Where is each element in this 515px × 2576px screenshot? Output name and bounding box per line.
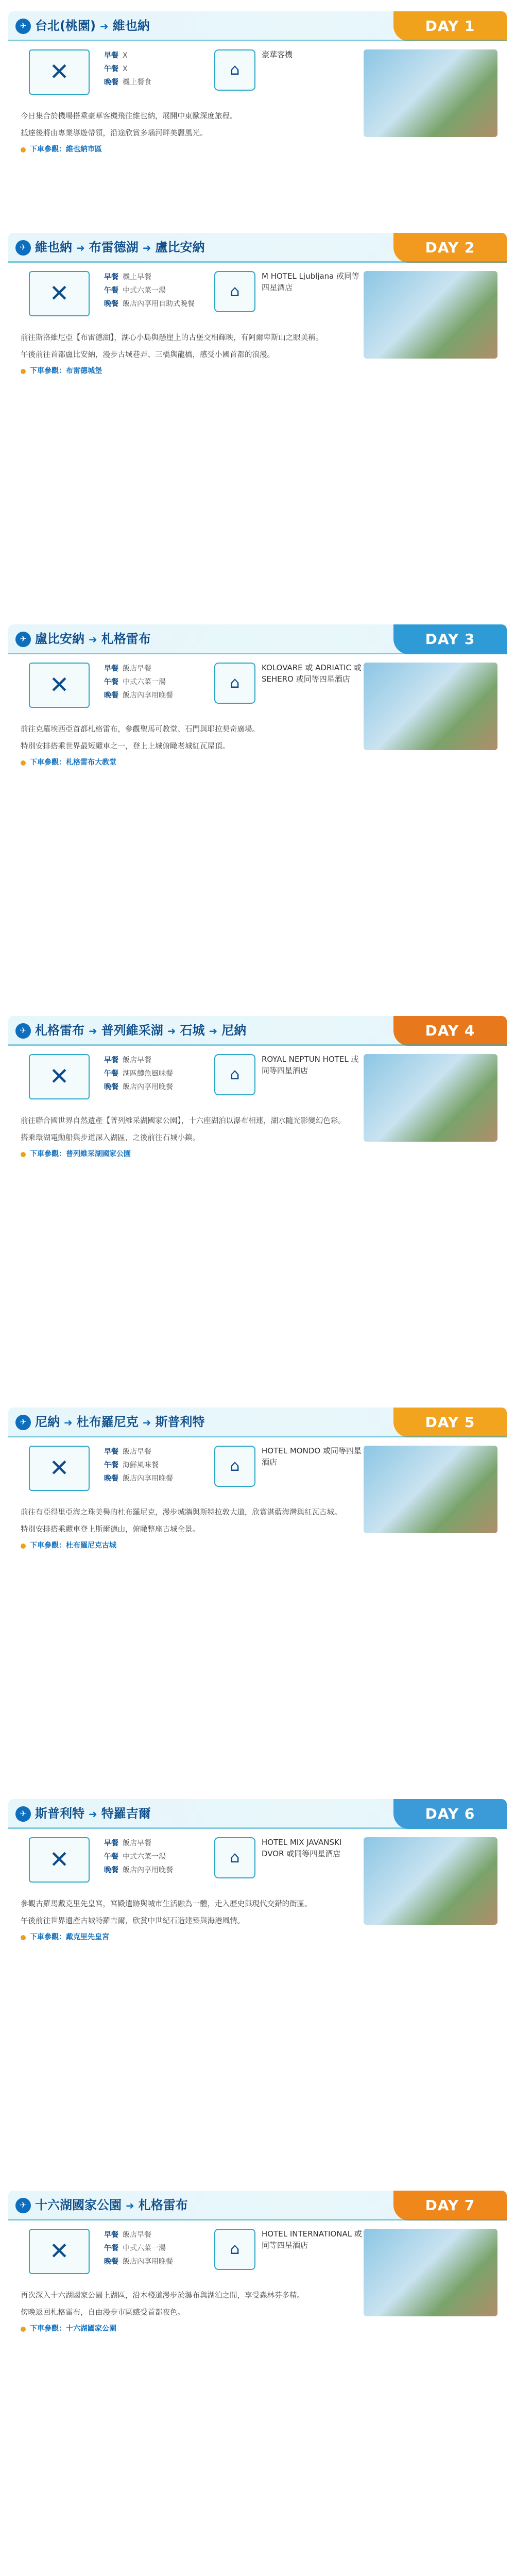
- meal-row: [104, 1054, 173, 1067]
- meal-label: 晚餐: [104, 1475, 118, 1483]
- meal-value: 湖區鱒魚風味餐: [123, 1070, 173, 1078]
- meal-row: [104, 2256, 173, 2269]
- plane-icon: ✈: [15, 632, 31, 647]
- hotel-icon: ⌂: [214, 1446, 255, 1487]
- meal-label: 晚餐: [104, 691, 118, 700]
- meal-row: [104, 298, 195, 311]
- hotel-name: HOTEL MIX JAVANSKI DVOR 或同等四星酒店: [262, 1838, 342, 1858]
- bullet-icon: [21, 1544, 26, 1549]
- cutlery-icon: ✕: [29, 271, 90, 316]
- day-header: [8, 1408, 507, 1437]
- description-paragraph: 參觀古羅馬戴克里先皇宮，宮殿遺跡與城市生活融為一體，走入歷史與現代交錯的街區。: [21, 1900, 312, 1908]
- bullet-icon: [21, 369, 26, 374]
- bullet-icon: [21, 1935, 26, 1940]
- sightseeing-note: [21, 365, 494, 378]
- meals-list: [104, 2229, 173, 2274]
- cutlery-icon: ✕: [29, 1054, 90, 1099]
- day-badge: DAY 7: [393, 2191, 507, 2221]
- plane-icon: ✈: [15, 2198, 31, 2213]
- arrow-right-icon: ➜: [167, 1024, 176, 1037]
- meal-row: [104, 1837, 173, 1851]
- meal-value: 飯店早餐: [123, 1056, 151, 1065]
- meals-block: [29, 2229, 173, 2274]
- meal-row: [104, 1472, 173, 1486]
- day-header: [8, 1016, 507, 1046]
- meal-label: 早餐: [104, 1056, 118, 1065]
- day-description: [21, 110, 494, 156]
- arrow-right-icon: ➜: [89, 1024, 97, 1037]
- day-badge: DAY 1: [393, 11, 507, 41]
- arrow-right-icon: ➜: [76, 241, 85, 254]
- day-section: [8, 2191, 507, 2572]
- meal-label: 午餐: [104, 65, 118, 74]
- arrow-right-icon: ➜: [89, 633, 97, 646]
- route-title: [15, 238, 205, 257]
- meal-row: [104, 49, 151, 63]
- meal-row: [104, 63, 151, 76]
- arrow-right-icon: ➜: [64, 1416, 73, 1429]
- meals-list: [104, 1837, 173, 1883]
- route-stop: 石城: [180, 1023, 205, 1038]
- meals-block: [29, 1054, 173, 1099]
- plane-icon: ✈: [15, 1415, 31, 1430]
- route-stop: 盧比安納: [35, 632, 84, 647]
- meal-label: 午餐: [104, 286, 118, 295]
- day-badge: DAY 6: [393, 1799, 507, 1829]
- sightseeing-text: 下車參觀：戴克里先皇宮: [30, 1933, 109, 1942]
- sightseeing-note: [21, 757, 494, 769]
- route-stop: 杜布羅尼克: [76, 1415, 139, 1430]
- description-paragraph: 搭乘環湖電動船與步道深入湖區，之後前往石城小鎮。: [21, 1133, 200, 1142]
- meal-label: 早餐: [104, 1839, 118, 1848]
- route-stop: 尼納: [35, 1415, 60, 1430]
- day-description: [21, 723, 494, 769]
- arrow-right-icon: ➜: [126, 2199, 134, 2212]
- meal-row: [104, 663, 173, 676]
- description-paragraph: 特別安排搭乘纜車登上斯爾德山，俯瞰整座古城全景。: [21, 1525, 200, 1534]
- route-stop: 盧比安納: [155, 240, 205, 255]
- meal-value: 飯店早餐: [123, 2231, 151, 2240]
- hotel-block: [214, 663, 365, 704]
- hotel-block: [214, 1054, 365, 1095]
- route-title: [15, 16, 150, 36]
- meal-label: 早餐: [104, 2231, 118, 2240]
- sightseeing-text: 下車參觀：杜布羅尼克古城: [30, 1541, 116, 1550]
- meals-block: [29, 49, 151, 95]
- arrow-right-icon: ➜: [142, 1416, 151, 1429]
- meal-row: [104, 2242, 173, 2256]
- meal-value: 中式六菜一湯: [123, 1853, 166, 1861]
- day-header: [8, 624, 507, 654]
- cutlery-icon: ✕: [29, 2229, 90, 2274]
- meals-list: [104, 1054, 173, 1099]
- sightseeing-note: [21, 1931, 494, 1944]
- meals-list: [104, 663, 173, 708]
- sightseeing-text: 下車參觀：維也納市區: [30, 145, 102, 154]
- day-badge: DAY 5: [393, 1408, 507, 1437]
- plane-icon: ✈: [15, 240, 31, 256]
- meals-list: [104, 1446, 173, 1491]
- meal-label: 早餐: [104, 52, 118, 60]
- meal-value: 中式六菜一湯: [123, 678, 166, 687]
- cutlery-icon: ✕: [29, 1446, 90, 1491]
- cutlery-icon: ✕: [29, 663, 90, 708]
- hotel-name: 豪華客機: [262, 50, 293, 59]
- bullet-icon: [21, 147, 26, 152]
- meal-label: 午餐: [104, 678, 118, 687]
- cutlery-icon: ✕: [29, 1837, 90, 1883]
- meal-value: 飯店內享用晚餐: [123, 1475, 173, 1483]
- description-paragraph: 前往克羅埃西亞首都札格雷布，參觀聖馬可教堂、石門與耶拉契奇廣場。: [21, 725, 260, 734]
- description-paragraph: 抵達後將由專業導遊帶領，沿途欣賞多瑙河畔美麗風光。: [21, 129, 208, 138]
- bullet-icon: [21, 1152, 26, 1157]
- route-title: [15, 630, 151, 649]
- day-description: [21, 1506, 494, 1552]
- day-header: [8, 11, 507, 41]
- day-description: [21, 1898, 494, 1944]
- day-header: [8, 1799, 507, 1829]
- meal-label: 早餐: [104, 273, 118, 282]
- route-stop: 札格雷布: [35, 1023, 84, 1038]
- route-stop: 十六湖國家公園: [35, 2198, 122, 2213]
- sightseeing-text: 下車參觀：布雷德城堡: [30, 367, 102, 376]
- hotel-name: M HOTEL Ljubljana 或同等四星酒店: [262, 272, 360, 292]
- hotel-name: HOTEL INTERNATIONAL 或同等四星酒店: [262, 2229, 362, 2250]
- sightseeing-note: [21, 1540, 494, 1552]
- day-section: [8, 1016, 507, 1397]
- meal-row: [104, 676, 173, 689]
- day-badge: DAY 4: [393, 1016, 507, 1046]
- hotel-icon: ⌂: [214, 663, 255, 704]
- arrow-right-icon: ➜: [89, 1807, 97, 1820]
- meal-row: [104, 284, 195, 298]
- meal-label: 晚餐: [104, 1866, 118, 1875]
- meal-label: 早餐: [104, 665, 118, 673]
- day-badge: DAY 2: [393, 233, 507, 263]
- meal-value: 機上餐食: [123, 78, 151, 87]
- meal-row: [104, 1081, 173, 1094]
- route-title: [15, 1413, 205, 1432]
- meal-value: 飯店內享用晚餐: [123, 1083, 173, 1092]
- sightseeing-text: 下車參觀：札格雷布大教堂: [30, 758, 116, 767]
- sightseeing-note: [21, 144, 494, 156]
- hotel-name: KOLOVARE 或 ADRIATIC 或 SEHERO 或同等四星酒店: [262, 663, 362, 684]
- description-paragraph: 今日集合於機場搭乘豪華客機飛往維也納，展開中東歐深度旅程。: [21, 112, 237, 121]
- description-paragraph: 前往有亞得里亞海之珠美譽的杜布羅尼克，漫步城牆與斯特拉敦大道，欣賞湛藍海灣與紅瓦古城。: [21, 1509, 342, 1517]
- route-stop: 維也納: [35, 240, 72, 255]
- meals-list: [104, 271, 195, 316]
- route-stop: 札格雷布: [101, 632, 151, 647]
- meal-row: [104, 2229, 173, 2242]
- meal-value: 機上早餐: [123, 273, 151, 282]
- cutlery-icon: ✕: [29, 49, 90, 95]
- meal-label: 晚餐: [104, 300, 118, 309]
- sightseeing-note: [21, 2323, 494, 2335]
- sightseeing-text: 下車參觀：十六湖國家公園: [30, 2325, 116, 2333]
- day-description: [21, 2290, 494, 2335]
- bullet-icon: [21, 2327, 26, 2332]
- meals-block: [29, 1446, 173, 1491]
- arrow-right-icon: ➜: [99, 20, 109, 32]
- day-section: [8, 11, 507, 223]
- description-paragraph: 前往斯洛維尼亞【布雷德湖】，湖心小島與懸崖上的古堡交相輝映，有阿爾卑斯山之眼美稱。: [21, 334, 323, 342]
- meal-value: 飯店早餐: [123, 1448, 151, 1456]
- meal-value: 海鮮風味餐: [123, 1461, 159, 1470]
- meal-row: [104, 1067, 173, 1081]
- meal-value: 中式六菜一湯: [123, 286, 166, 295]
- route-title: [15, 1021, 246, 1040]
- route-stop: 尼納: [221, 1023, 247, 1038]
- route-stop: 札格雷布: [138, 2198, 188, 2213]
- plane-icon: ✈: [15, 19, 31, 34]
- day-section: [8, 1408, 507, 1789]
- description-paragraph: 傍晚返回札格雷布，自由漫步市區感受首都夜色。: [21, 2308, 185, 2317]
- sightseeing-text: 下車參觀：普列維采湖國家公園: [30, 1150, 131, 1159]
- meals-block: [29, 271, 195, 316]
- hotel-name: HOTEL MONDO 或同等四星酒店: [262, 1446, 362, 1467]
- route-stop: 普列維采湖: [101, 1023, 163, 1038]
- meal-value: 飯店內享用晚餐: [123, 1866, 173, 1875]
- meal-value: 飯店早餐: [123, 1839, 151, 1848]
- day-badge: DAY 3: [393, 624, 507, 654]
- hotel-icon: ⌂: [214, 1837, 255, 1878]
- route-title: [15, 1804, 151, 1823]
- plane-icon: ✈: [15, 1023, 31, 1039]
- hotel-icon: ⌂: [214, 49, 255, 91]
- description-paragraph: 午後前往世界遺產古城特羅吉爾，欣賞中世紀石造建築與海港風情。: [21, 1917, 245, 1925]
- hotel-block: [214, 1446, 365, 1487]
- day-section: [8, 233, 507, 614]
- meals-block: [29, 1837, 173, 1883]
- hotel-block: [214, 49, 365, 91]
- meal-value: 中式六菜一湯: [123, 2244, 166, 2253]
- hotel-block: [214, 271, 365, 312]
- description-paragraph: 午後前往首都盧比安納，漫步古城巷弄、三橋與龍橋，感受小國首都的浪漫。: [21, 350, 274, 359]
- route-stop: 台北(桃園): [35, 19, 96, 33]
- meal-value: X: [123, 65, 128, 74]
- plane-icon: ✈: [15, 1806, 31, 1822]
- meal-row: [104, 1459, 173, 1472]
- route-stop: 維也納: [112, 19, 150, 33]
- route-title: [15, 2196, 188, 2215]
- meal-label: 晚餐: [104, 78, 118, 87]
- hotel-icon: ⌂: [214, 271, 255, 312]
- hotel-icon: ⌂: [214, 2229, 255, 2270]
- description-paragraph: 前往聯合國世界自然遺產【普列維采湖國家公園】，十六座湖泊以瀑布相連，湖水隨光影變幻色彩。: [21, 1117, 346, 1125]
- meal-label: 午餐: [104, 1461, 118, 1470]
- meal-row: [104, 1851, 173, 1864]
- bullet-icon: [21, 760, 26, 766]
- meal-value: X: [123, 52, 128, 60]
- meal-label: 午餐: [104, 2244, 118, 2253]
- meal-row: [104, 271, 195, 284]
- sightseeing-note: [21, 1148, 494, 1161]
- meal-row: [104, 689, 173, 703]
- meal-value: 飯店早餐: [123, 665, 151, 673]
- meal-value: 飯店內享用自助式晚餐: [123, 300, 195, 309]
- meal-label: 午餐: [104, 1070, 118, 1078]
- hotel-block: [214, 2229, 365, 2270]
- meals-block: [29, 663, 173, 708]
- arrow-right-icon: ➜: [142, 241, 151, 254]
- hotel-name: ROYAL NEPTUN HOTEL 或同等四星酒店: [262, 1055, 359, 1075]
- hotel-icon: ⌂: [214, 1054, 255, 1095]
- route-stop: 斯普利特: [35, 1806, 84, 1821]
- meal-label: 晚餐: [104, 2258, 118, 2266]
- meal-row: [104, 76, 151, 90]
- day-header: [8, 2191, 507, 2221]
- description-paragraph: 特別安排搭乘世界最短纜車之一，登上上城俯瞰老城紅瓦屋頂。: [21, 742, 230, 751]
- meal-value: 飯店內享用晚餐: [123, 2258, 173, 2266]
- arrow-right-icon: ➜: [209, 1024, 218, 1037]
- meal-value: 飯店內享用晚餐: [123, 691, 173, 700]
- description-paragraph: 再次深入十六湖國家公園上湖區，沿木棧道漫步於瀑布與湖泊之間，享受森林芬多精。: [21, 2292, 304, 2300]
- route-stop: 斯普利特: [155, 1415, 205, 1430]
- day-section: [8, 1799, 507, 2180]
- route-stop: 特羅吉爾: [101, 1806, 151, 1821]
- meal-label: 晚餐: [104, 1083, 118, 1092]
- day-description: [21, 1115, 494, 1161]
- day-section: [8, 624, 507, 1006]
- day-header: [8, 233, 507, 263]
- meals-list: [104, 49, 151, 95]
- route-stop: 布雷德湖: [89, 240, 139, 255]
- meal-label: 早餐: [104, 1448, 118, 1456]
- day-description: [21, 332, 494, 378]
- meal-row: [104, 1864, 173, 1877]
- hotel-block: [214, 1837, 365, 1878]
- meal-row: [104, 1446, 173, 1459]
- meal-label: 午餐: [104, 1853, 118, 1861]
